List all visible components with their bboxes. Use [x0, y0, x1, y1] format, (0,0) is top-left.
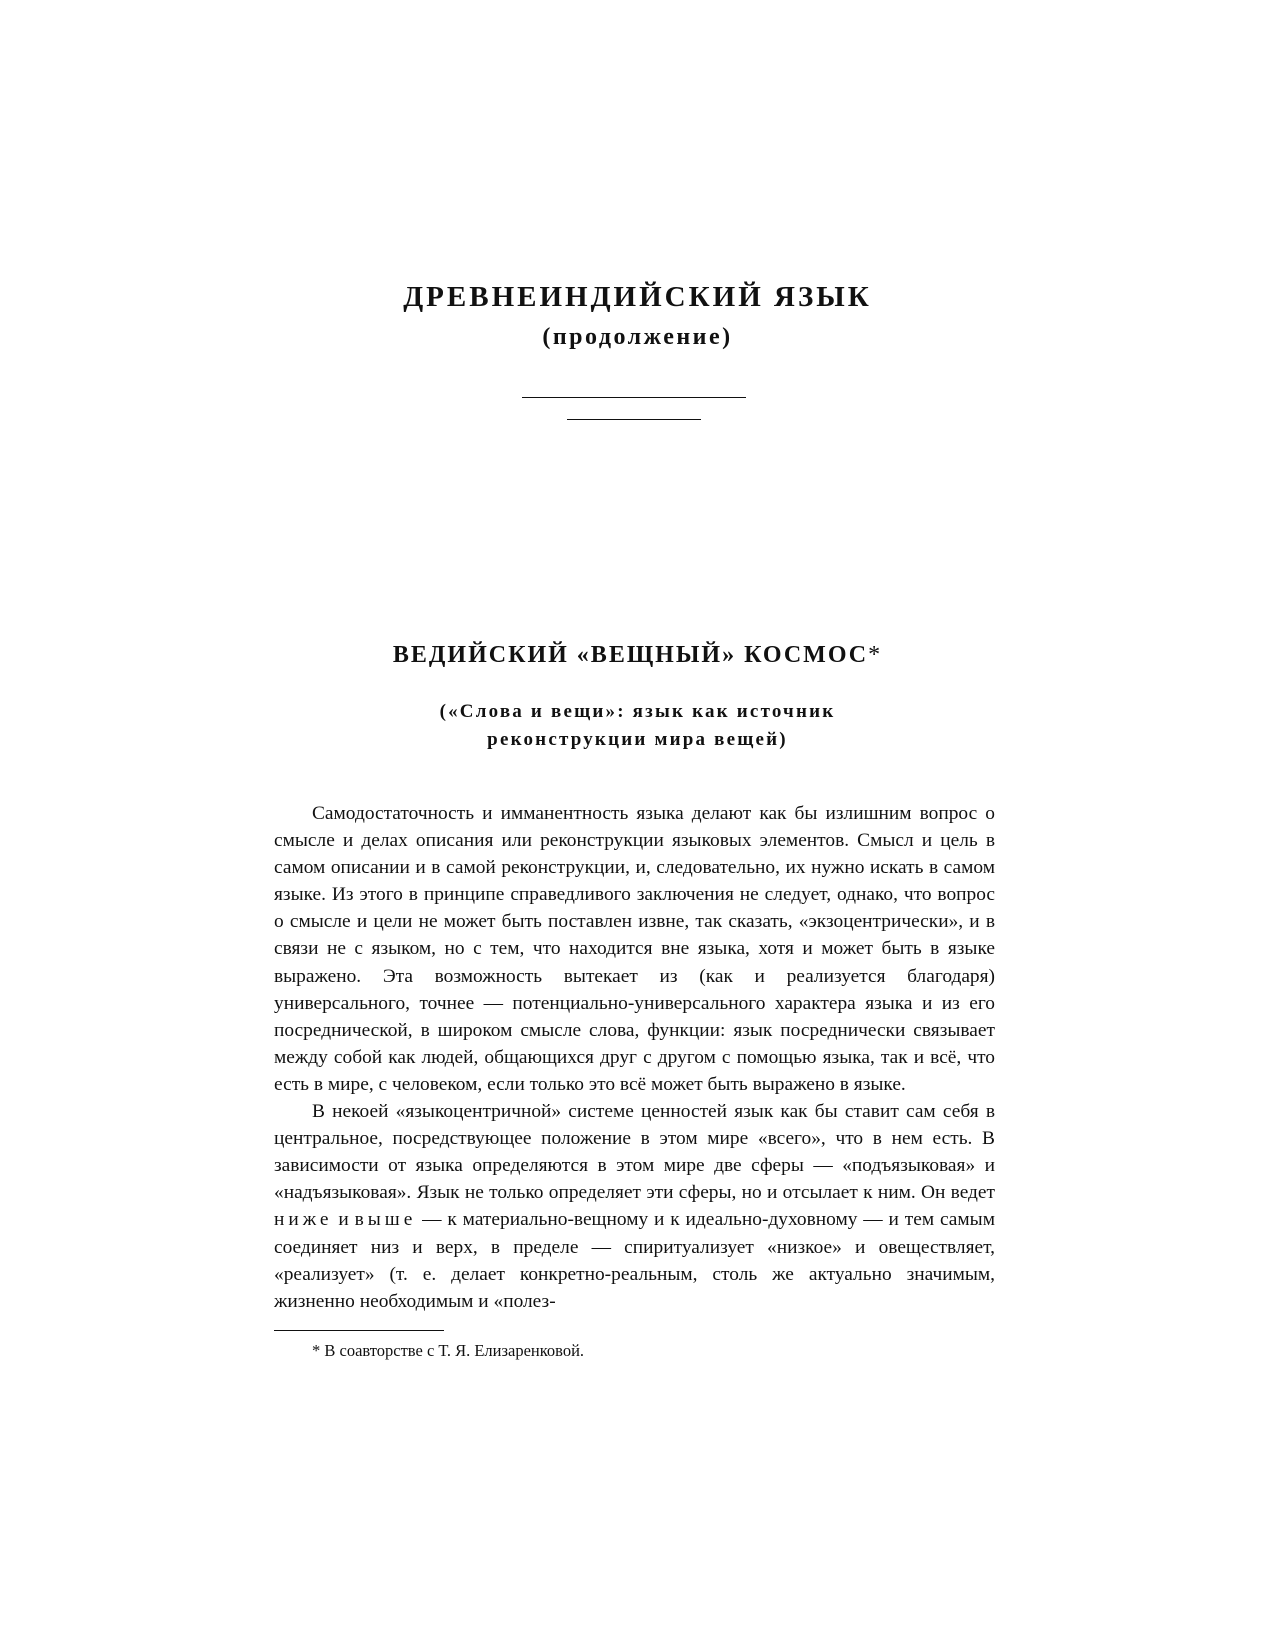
footnote-separator	[274, 1330, 444, 1331]
article-subtitle-line-2: реконструкции мира вещей)	[487, 729, 788, 750]
article-title-text: ВЕДИЙСКИЙ «ВЕЩНЫЙ» КОСМОС	[392, 642, 869, 668]
article-subtitle-line-1: («Слова и вещи»: язык как источник	[439, 701, 836, 722]
footnote: * В соавторстве с Т. Я. Елизаренковой.	[312, 1341, 585, 1360]
emphasis-word-below: ниже	[274, 1209, 333, 1231]
part-title: ДРЕВНЕИНДИЙСКИЙ ЯЗЫК	[403, 281, 872, 313]
article-subtitle	[0, 698, 1275, 754]
article-title	[0, 640, 1275, 670]
paragraph-2	[274, 1098, 995, 1315]
footnote-marker: *	[868, 642, 883, 668]
paragraph-1: Самодостаточность и имманентность языка делают как бы излишним вопрос о смысле и делах описания или реконструкции языковых элементов. Смысл и цель в самом описании и в самой реконструкции, и, следовательно, их нужно искать в самом языке. Из этого в принципе справедливого заключения не следует, однако, что вопрос о смысле и цели не может быть поставлен извне, так сказать, «экзоцентрически», и в связи не с языком, но с тем, что находится вне языка, хотя и может быть в языке выражено. Эта возможность вытекает из (как и реализуется благодаря) универсального, точнее — потенциально-универсального характера языка и из его посреднической, в широком смысле слова, функции: язык посреднически связывает между собой как людей, общающихся друг с другом с помощью языка, так и всё, что есть в мире, с человеком, если только это всё может быть выражено в языке.	[274, 803, 995, 1095]
paragraph-2-text-start: В некоей «языкоцентричной» системе ценностей язык как бы ставит сам себя в центральное, посредствующее положение в этом мире «всего», что в нем есть. В зависимости от языка определяются в этом мире две сферы — «подъязыковая» и «надъязыковая». Язык не только определяет эти сферы, но и отсылает к ним. Он ведет	[274, 1101, 995, 1204]
decorative-rule-long	[522, 397, 746, 398]
paragraph-2-conjunction: и	[332, 1209, 355, 1231]
paragraph-2-text-end: — к материально-вещному и к идеально-духовному — и тем самым соединяет низ и верх, в пределе — спиритуализует «низкое» и овеществляет, «реализует» (т. е. делает конкретно-реальным, столь же актуально значимым, жизненно необходимым и «полез-	[274, 1209, 995, 1312]
decorative-rule-short	[567, 419, 701, 420]
part-subtitle: (продолжение)	[542, 324, 733, 350]
body-text	[274, 800, 995, 1315]
emphasis-word-above: выше	[354, 1209, 417, 1231]
